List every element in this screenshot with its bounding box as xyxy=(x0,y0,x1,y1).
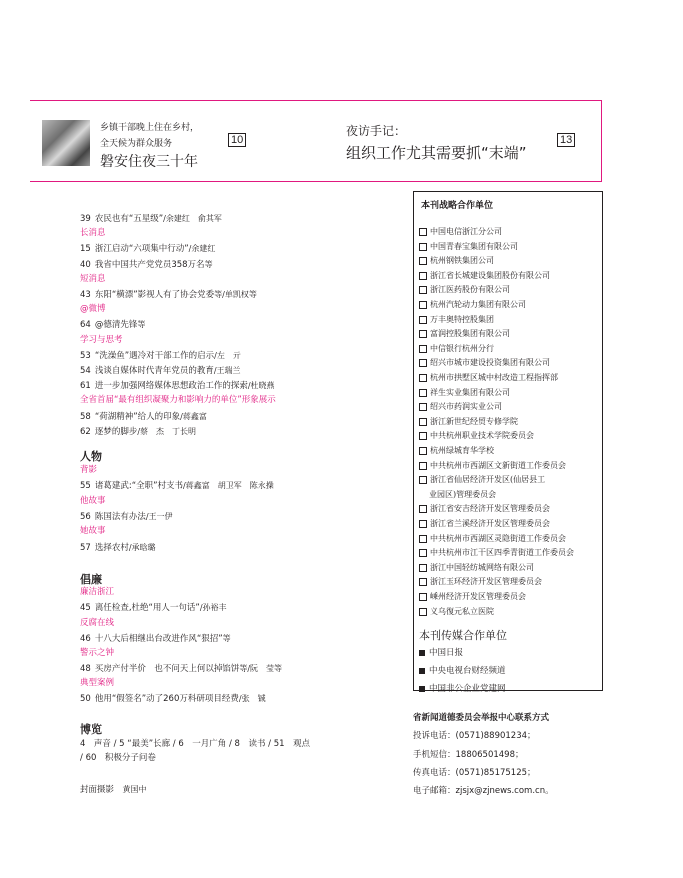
toc-item[interactable]: 40 我省中国共产党党员358万名等 xyxy=(80,259,213,270)
checkbox-icon xyxy=(419,316,427,324)
story2-kicker: 夜访手记： xyxy=(346,124,407,138)
checkbox-icon xyxy=(419,447,427,455)
checkbox-icon xyxy=(419,564,427,572)
cover-credit: 封面摄影 黄国中 xyxy=(80,785,147,795)
story1-page-number: 10 xyxy=(228,133,246,147)
toc-item[interactable]: 54 浅谈自媒体时代青年党员的教育/王瑞兰 xyxy=(80,366,241,376)
clean-sub2: 反腐在线 xyxy=(80,618,115,628)
checkbox-icon xyxy=(419,374,427,382)
partner-item: 中共杭州市西湖区文新街道工作委员会 xyxy=(419,461,566,471)
partner-item: 中国电信浙江分公司 xyxy=(419,227,502,237)
partner-item: 嵊州经济开发区管理委员会 xyxy=(419,592,526,602)
checkbox-icon xyxy=(419,243,427,251)
story1-subtitle-2: 全天候为群众服务 xyxy=(100,139,173,149)
checkbox-icon xyxy=(419,505,427,513)
contact-phone: 投诉电话：(0571)88901234； xyxy=(413,731,536,741)
misc-line-2[interactable]: / 60 积极分子问卷 xyxy=(80,753,156,763)
toc-item[interactable]: 45 离任检查,杜绝“用人一句话”/孙裕丰 xyxy=(80,603,227,613)
checkbox-icon xyxy=(419,286,427,294)
partner-item: 祥生实业集团有限公司 xyxy=(419,388,510,398)
toc-item[interactable]: 55 诸葛建武:“全职”村支书/蒋鑫富 胡卫军 陈永操 xyxy=(80,481,274,491)
partner-item: 业园区)管理委员会 xyxy=(429,489,497,499)
toc-item[interactable]: 48 买房产付半价 也不问天上何以掉馅饼等/阮 莹等 xyxy=(80,664,283,674)
partner-item: 浙江省兰溪经济开发区管理委员会 xyxy=(419,519,550,529)
contact-email: 电子邮箱：zjsjx@zjnews.com.cn。 xyxy=(413,786,554,796)
partners-title: 本刊战略合作单位 xyxy=(421,201,494,211)
checkbox-icon xyxy=(419,432,427,440)
story-photo xyxy=(42,120,90,166)
people-sub3: 她故事 xyxy=(80,526,106,536)
toc-item[interactable]: 57 选择农村/承晗璐 xyxy=(80,543,156,553)
partner-item: 中共杭州市西湖区灵隐街道工作委员会 xyxy=(419,534,566,544)
story1-title[interactable]: 磐安住夜三十年 xyxy=(100,154,198,170)
checkbox-icon xyxy=(419,389,427,397)
partner-item: 中信银行杭州分行 xyxy=(419,344,494,354)
section-misc-head: 博览 xyxy=(80,723,102,736)
toc-item[interactable]: 53 “洗澡鱼”遇冷对干部工作的启示/左 亓 xyxy=(80,350,241,361)
partner-item: 浙江医药股份有限公司 xyxy=(419,285,510,295)
people-sub1: 背影 xyxy=(80,465,98,475)
toc-item[interactable]: 61 进一步加强网络媒体思想政治工作的探索/杜晓燕 xyxy=(80,381,275,392)
checkbox-icon xyxy=(419,549,427,557)
contact-fax: 传真电话：(0571)85175125； xyxy=(413,768,536,778)
contact-sms: 手机短信：18806501498； xyxy=(413,750,524,760)
checkbox-icon xyxy=(419,476,427,484)
partner-item: 中国青春宝集团有限公司 xyxy=(419,242,518,252)
square-bullet-icon xyxy=(419,668,425,674)
toc-item[interactable]: 39 农民也有“五星级”/余建红 俞其军 xyxy=(80,214,222,224)
partner-item: 浙江省仙居经济开发区(仙居县工 xyxy=(419,475,545,485)
partner-item: 杭州汽轮动力集团有限公司 xyxy=(419,300,526,310)
toc-subsection: @微博 xyxy=(80,304,106,315)
misc-line-1[interactable]: 4 声音 / 5 “最美”长廊 / 6 一月广角 / 8 读书 / 51 观点 xyxy=(80,739,311,749)
square-bullet-icon xyxy=(419,686,425,692)
partner-item: 绍兴市药润实业公司 xyxy=(419,402,502,412)
checkbox-icon xyxy=(419,535,427,543)
toc-item[interactable]: 43 东阳“横漂”影视人有了协会党委等/单凯权等 xyxy=(80,290,257,300)
toc-item[interactable]: 62 逐梦的脚步/蔡 杰 丁长明 xyxy=(80,426,197,437)
people-sub2: 他故事 xyxy=(80,496,106,506)
toc-subsection: 长消息 xyxy=(80,228,106,239)
story1-subtitle-1: 乡镇干部晚上住在乡村， xyxy=(100,123,200,133)
checkbox-icon xyxy=(419,462,427,470)
checkbox-icon xyxy=(419,520,427,528)
toc-item[interactable]: 56 陈国法有办法/王一伊 xyxy=(80,512,173,522)
toc-subsection: 全省首届“最有组织凝聚力和影响力的单位”形象展示 xyxy=(80,395,276,406)
checkbox-icon xyxy=(419,257,427,265)
partner-item: 杭州市拱墅区城中村改造工程指挥部 xyxy=(419,373,558,383)
partner-item: 中共杭州职业技术学院委员会 xyxy=(419,431,534,441)
checkbox-icon xyxy=(419,578,427,586)
checkbox-icon xyxy=(419,418,427,426)
partner-item: 浙江玉环经济开发区管理委员会 xyxy=(419,577,542,587)
media-item: 中央电视台财经频道 xyxy=(419,666,506,677)
checkbox-icon xyxy=(419,593,427,601)
checkbox-icon xyxy=(419,345,427,353)
square-bullet-icon xyxy=(419,650,425,656)
checkbox-icon xyxy=(419,272,427,280)
partner-item: 中共杭州市江干区四季青街道工作委员会 xyxy=(419,548,574,558)
checkbox-icon xyxy=(419,608,427,616)
toc-item[interactable]: 64 @德清先锋等 xyxy=(80,320,146,331)
toc-subsection: 学习与思考 xyxy=(80,334,123,345)
toc-item[interactable]: 46 十八大后相继出台改进作风“狠招”等 xyxy=(80,634,231,644)
partner-item: 富润控股集团有限公司 xyxy=(419,329,510,339)
clean-sub4: 典型案例 xyxy=(80,678,115,688)
story2-title[interactable]: 组织工作尤其需要抓“末端” xyxy=(346,144,527,162)
partner-item: 浙江新世纪经贸专修学院 xyxy=(419,417,518,427)
partner-item: 义乌復元私立医院 xyxy=(419,607,494,617)
checkbox-icon xyxy=(419,330,427,338)
story2-page-number: 13 xyxy=(557,133,575,147)
media-title: 本刊传媒合作单位 xyxy=(419,629,507,642)
checkbox-icon xyxy=(419,301,427,309)
partner-item: 杭州钢铁集团公司 xyxy=(419,256,494,266)
partner-item: 万丰奥特控股集团 xyxy=(419,315,494,325)
partner-item: 浙江省安吉经济开发区管理委员会 xyxy=(419,504,550,514)
toc-item[interactable]: 50 他用“假签名”动了260万科研项目经费/张 铖 xyxy=(80,694,266,704)
checkbox-icon xyxy=(419,403,427,411)
section-clean-head: 倡廉 xyxy=(80,573,102,586)
toc-subsection: 短消息 xyxy=(80,273,106,284)
contact-title: 省新闻道德委员会举报中心联系方式 xyxy=(413,713,550,723)
checkbox-icon xyxy=(419,359,427,367)
media-item: 中国非公企业党建网 xyxy=(419,684,506,695)
media-item: 中国日报 xyxy=(419,648,463,659)
toc-item[interactable]: 15 浙江启动“六项集中行动”/余建红 xyxy=(80,244,216,255)
checkbox-icon xyxy=(419,228,427,236)
toc-item[interactable]: 58 “荷湖精神”给人的印象/蒋鑫富 xyxy=(80,411,207,422)
partner-item: 浙江省长城建设集团股份有限公司 xyxy=(419,271,550,281)
clean-sub1: 廉洁浙江 xyxy=(80,587,115,597)
partner-item: 浙江中国轻纺城网络有限公司 xyxy=(419,563,534,573)
partner-item: 绍兴市城市建设投资集团有限公司 xyxy=(419,358,550,368)
partner-item: 杭州绿城育华学校 xyxy=(419,446,494,456)
section-people-head: 人物 xyxy=(80,450,102,463)
clean-sub3: 警示之钟 xyxy=(80,648,115,658)
